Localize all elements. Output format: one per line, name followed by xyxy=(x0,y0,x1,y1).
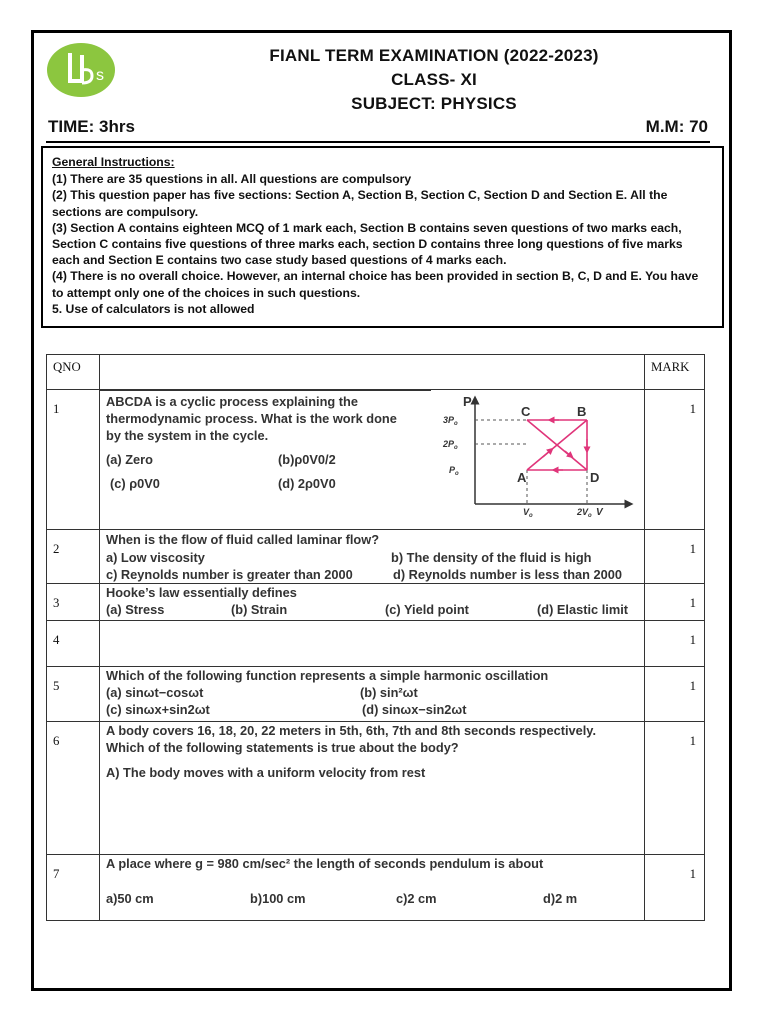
question-cell xyxy=(100,530,645,584)
header-blank xyxy=(100,355,645,390)
instruction-item: (1) There are 35 questions in all. All questions are compulsory xyxy=(52,172,412,187)
tick-label: $2P_o$ xyxy=(443,439,458,451)
cycle-path xyxy=(527,420,587,470)
mark-cell: 1 xyxy=(645,621,705,667)
table-row xyxy=(47,722,705,855)
question-cell xyxy=(100,667,645,722)
option: (b)ρ0V0/2 xyxy=(278,452,336,467)
time-marks-bar xyxy=(46,117,710,143)
grid-lines xyxy=(475,420,587,504)
question-cell xyxy=(100,855,645,921)
option: b)100 cm xyxy=(250,891,306,906)
instruction-item: (2) This question paper has five sections: Section A, Section B, Section C, Section D and Section E. All the sections are compulsory. xyxy=(52,188,668,219)
option: d) Reynolds number is less than 2000 xyxy=(393,567,622,582)
mark-header: MARK xyxy=(645,355,705,390)
table-row xyxy=(47,584,705,621)
question-text: thermodynamic process. What is the work done xyxy=(106,411,397,426)
mark-cell: 1 xyxy=(645,667,705,722)
general-instructions-box xyxy=(41,146,724,328)
question-number: 4 xyxy=(47,621,100,667)
question-number: 7 xyxy=(47,855,100,921)
table-row xyxy=(47,621,705,667)
table-row xyxy=(47,530,705,584)
question-cell xyxy=(100,621,645,667)
option: d)2 m xyxy=(543,891,578,906)
tick-label: $V_o$ xyxy=(523,507,533,519)
question-number: 3 xyxy=(47,584,100,621)
instruction-item: (3) Section A contains eighteen MCQ of 1 mark each, Section B contains seven questions of two marks each, Section C contains five questions of three marks each, section D contains three long questions of five marks each and Section E contains two case study based questions of 4 marks each. xyxy=(52,220,683,268)
option: (c) ρ0V0 xyxy=(110,476,160,491)
point-label: B xyxy=(577,404,587,419)
divider xyxy=(100,390,431,391)
option: a)50 cm xyxy=(106,891,154,906)
point-label: A xyxy=(517,470,527,485)
question-text: A place where g = 980 cm/sec² the length of seconds pendulum is about xyxy=(106,856,544,871)
option: A) The body moves with a uniform velocity from rest xyxy=(106,765,426,780)
questions-table xyxy=(46,354,705,921)
question-text: ABCDA is a cyclic process explaining the xyxy=(106,394,358,409)
time-label: TIME: 3hrs xyxy=(48,117,135,136)
subject-line: SUBJECT: PHYSICS xyxy=(351,94,517,113)
question-text: A body covers 16, 18, 20, 22 meters in 5th, 6th, 7th and 8th seconds respectively. xyxy=(106,723,597,738)
tick-label: $P_o$ xyxy=(449,465,459,477)
qno-header: QNO xyxy=(47,355,100,390)
table-row xyxy=(47,855,705,921)
option: (c) sinωx+sin2ωt xyxy=(106,702,210,717)
question-number: 2 xyxy=(47,530,100,584)
option: (a) Stress xyxy=(106,602,165,617)
table-header-row xyxy=(47,355,705,390)
table-row xyxy=(47,667,705,722)
instruction-item: 5. Use of calculators is not allowed xyxy=(52,301,255,316)
tick-label: $2V_o$ xyxy=(577,507,592,519)
point-label: D xyxy=(590,470,600,485)
question-cell xyxy=(100,722,645,855)
option: (a) sinωt−cosωt xyxy=(106,685,204,700)
option: (b) sin²ωt xyxy=(360,685,418,700)
option: c) Reynolds number is greater than 2000 xyxy=(106,567,353,582)
pv-diagram xyxy=(435,394,635,522)
option: (d) sinωx−sin2ωt xyxy=(362,702,467,717)
question-text: by the system in the cycle. xyxy=(106,428,269,443)
question-number: 1 xyxy=(47,390,100,530)
question-number: 6 xyxy=(47,722,100,855)
point-label: C xyxy=(521,404,531,419)
mark-cell: 1 xyxy=(645,530,705,584)
class-line: CLASS- XI xyxy=(391,70,477,89)
question-text: Hooke’s law essentially defines xyxy=(106,585,297,600)
mark-cell: 1 xyxy=(645,855,705,921)
instructions-heading: General Instructions: xyxy=(52,155,175,169)
max-marks-label: M.M: 70 xyxy=(645,117,708,136)
option: c)2 cm xyxy=(396,891,437,906)
question-text: Which of the following statements is true about the body? xyxy=(106,740,459,755)
option: a) Low viscosity xyxy=(106,550,205,565)
option: (d) 2ρ0V0 xyxy=(278,476,336,491)
axis-y-label: P xyxy=(463,394,472,409)
svg-text:s: s xyxy=(96,67,104,84)
instruction-item: (4) There is no overall choice. However, an internal choice has been provided in section B, C, D and E. You have to attempt only one of the choices in such questions. xyxy=(52,269,699,300)
question-number: 5 xyxy=(47,667,100,722)
mark-cell: 1 xyxy=(645,722,705,855)
option: b) The density of the fluid is high xyxy=(391,550,592,565)
question-cell xyxy=(100,390,645,530)
mark-cell: 1 xyxy=(645,584,705,621)
option: (a) Zero xyxy=(106,452,153,467)
option: (c) Yield point xyxy=(385,602,469,617)
mark-cell: 1 xyxy=(645,390,705,530)
option: (b) Strain xyxy=(231,602,288,617)
question-cell xyxy=(100,584,645,621)
option: (d) Elastic limit xyxy=(537,602,629,617)
x-axis-label: V xyxy=(596,507,603,518)
question-text: When is the flow of fluid called laminar flow? xyxy=(106,532,380,547)
table-row xyxy=(47,390,705,530)
direction-arrows xyxy=(543,420,587,470)
tick-label: $3P_o$ xyxy=(443,415,458,427)
question-text: Which of the following function represents a simple harmonic oscillation xyxy=(106,668,549,683)
exam-title: FIANL TERM EXAMINATION (2022-2023) xyxy=(269,46,599,65)
